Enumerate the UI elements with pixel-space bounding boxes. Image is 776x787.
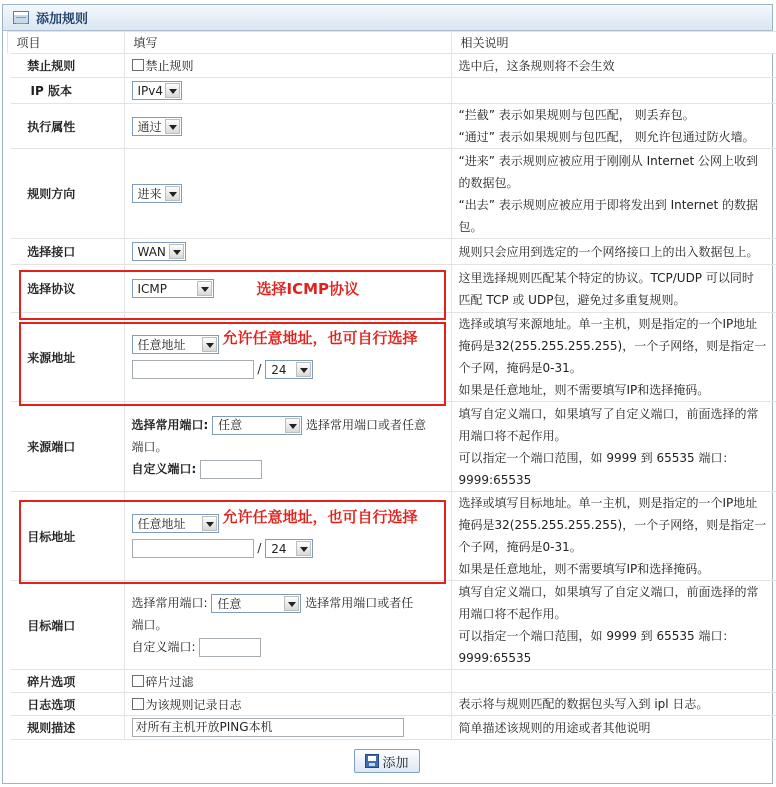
frag-checkbox[interactable] (132, 675, 144, 687)
chevron-down-icon (296, 541, 311, 556)
label-proto: 选择协议 (7, 265, 124, 313)
dstport-custom-label: 自定义端口: (131, 640, 196, 654)
dstport-hint-1: 选择常用端口或者任 (305, 596, 414, 610)
src-slash: / (257, 362, 262, 376)
chevron-down-icon (284, 596, 299, 611)
dst-mask-select[interactable] (265, 539, 313, 558)
desc-disable: 选中后，这条规则将不会生效 (451, 54, 776, 78)
label-srcport: 来源端口 (7, 402, 124, 492)
ipver-value: IPv4 (137, 83, 164, 98)
action-select[interactable] (132, 117, 182, 136)
desc-src-3: 个子网，掩码是0-31。 (458, 361, 582, 375)
desc-proto-2: 匹配 TCP 或 UDP包，避免过多重复规则。 (458, 292, 686, 307)
dst-slash: / (257, 541, 262, 555)
desc-descr: 简单描述该规则的用途或者其他说明 (451, 716, 776, 740)
direction-select[interactable] (132, 184, 182, 203)
add-button[interactable] (354, 749, 420, 773)
dst-address-select[interactable] (132, 514, 219, 533)
desc-dstport-4: 9999:65535 (458, 651, 532, 665)
proto-value: ICMP (137, 281, 168, 296)
desc-dst-2: 掩码是32(255.255.255.255)，一个子网络，则是指定一 (458, 518, 767, 532)
desc-srcport-2: 用端口将不起作用。 (458, 428, 567, 443)
label-direction: 规则方向 (7, 149, 124, 239)
disable-checkbox-label: 禁止规则 (145, 59, 194, 73)
srcport-value: 任意 (218, 418, 243, 432)
srcport-custom-label: 自定义端口: (131, 461, 197, 476)
desc-dstport-3: 可以指定一个端口范围，如 9999 到 65535 端口： (458, 629, 735, 643)
window-title: 添加规则 (36, 12, 89, 27)
dst-ip-input[interactable] (132, 539, 254, 558)
add-button-label: 添加 (382, 755, 409, 771)
dstport-common-label: 选择常用端口: (131, 596, 208, 610)
desc-direction-4: 包。 (458, 219, 483, 234)
log-checkbox-label: 为该规则记录日志 (145, 697, 242, 712)
desc-srcport-1: 填写自定义端口，如果填写了自定义端口，前面选择的常 (458, 406, 759, 421)
chevron-down-icon (165, 119, 180, 134)
desc-direction-3: “出去” 表示规则应被应用于即将发出到 Internet 的数据 (458, 197, 759, 212)
srcport-custom-input[interactable] (200, 460, 262, 479)
desc-dstport-1: 填写自定义端口，如果填写了自定义端口，前面选择的常 (458, 585, 759, 599)
desc-proto-1: 这里选择规则匹配某个特定的协议。TCP/UDP 可以同时 (458, 270, 754, 285)
chevron-down-icon (197, 281, 212, 296)
col-header-fill: 填写 (124, 32, 451, 54)
label-disable: 禁止规则 (7, 54, 124, 78)
desc-srcport-4: 9999:65535 (458, 472, 532, 487)
desc-log: 表示将与规则匹配的数据包头写入到 ipl 日志。 (451, 693, 776, 716)
desc-action-2: “通过” 表示如果规则与包匹配， 则允许包通过防火墙。 (458, 130, 755, 144)
chevron-down-icon (202, 337, 217, 352)
desc-direction-1: “进来” 表示规则应被应用于刚刚从 Internet 公网上收到 (458, 153, 759, 168)
iface-value: WAN (137, 244, 166, 259)
desc-src-4: 如果是任意地址，则不需要填写IP和选择掩码。 (458, 383, 710, 397)
desc-dstport-2: 用端口将不起作用。 (458, 607, 567, 621)
col-header-item: 项目 (7, 32, 124, 54)
col-header-desc: 相关说明 (451, 32, 776, 54)
srcport-hint-2: 端口。 (131, 439, 168, 454)
dstport-custom-input[interactable] (199, 638, 261, 657)
rule-form-window (2, 4, 773, 784)
desc-src-1: 选择或填写来源地址。单一主机，则是指定的一个IP地址 (458, 317, 758, 331)
src-address-value: 任意地址 (137, 338, 186, 352)
srcport-common-label: 选择常用端口: (131, 417, 209, 432)
chevron-down-icon (169, 244, 184, 259)
label-log: 日志选项 (7, 693, 124, 716)
label-dstport: 目标端口 (7, 581, 124, 670)
dstport-select[interactable] (211, 594, 301, 613)
rule-description-input[interactable]: 对所有主机开放PING本机 (132, 718, 404, 737)
desc-dst-1: 选择或填写目标地址。单一主机，则是指定的一个IP地址 (458, 496, 758, 510)
rule-table (3, 31, 776, 740)
srcport-hint-1: 选择常用端口或者任意 (305, 417, 426, 432)
desc-dst-3: 个子网，掩码是0-31。 (458, 540, 582, 554)
chevron-down-icon (165, 186, 180, 201)
label-frag: 碎片选项 (7, 670, 124, 693)
desc-action-1: “拦截” 表示如果规则与包匹配， 则丢弃包。 (458, 108, 695, 122)
src-ip-input[interactable] (132, 360, 254, 379)
label-dst: 目标地址 (7, 492, 124, 581)
dst-mask-value: 24 (271, 541, 287, 556)
chevron-down-icon (285, 418, 300, 433)
proto-annotation: 选择ICMP协议 (256, 280, 360, 298)
direction-value: 进来 (137, 187, 162, 201)
save-disk-icon (365, 754, 379, 768)
frag-checkbox-label: 碎片过滤 (145, 674, 194, 689)
action-value: 通过 (137, 119, 162, 134)
label-src: 来源地址 (7, 313, 124, 402)
dstport-hint-2: 端口。 (131, 618, 168, 632)
src-mask-value: 24 (271, 362, 287, 377)
label-descr: 规则描述 (7, 716, 124, 740)
desc-direction-2: 的数据包。 (458, 175, 519, 190)
label-ipver: IP 版本 (7, 78, 124, 104)
proto-select[interactable] (132, 279, 214, 298)
log-checkbox[interactable] (132, 698, 144, 710)
desc-iface: 规则只会应用到选定的一个网络接口上的出入数据包上。 (451, 239, 776, 265)
disable-checkbox[interactable] (132, 59, 144, 71)
dstport-value: 任意 (217, 596, 242, 611)
src-address-select[interactable] (132, 335, 219, 354)
chevron-down-icon (165, 83, 180, 98)
chevron-down-icon (202, 516, 217, 531)
chevron-down-icon (296, 362, 311, 377)
label-action: 执行属性 (7, 104, 124, 149)
iface-select[interactable] (132, 242, 186, 261)
dst-address-value: 任意地址 (137, 517, 186, 531)
label-iface: 选择接口 (7, 239, 124, 265)
desc-src-2: 掩码是32(255.255.255.255)，一个子网络，则是指定一 (458, 339, 767, 353)
src-annotation: 允许任意地址，也可自行选择 (222, 329, 418, 347)
ipver-select[interactable] (132, 81, 182, 100)
window-titlebar (3, 5, 772, 31)
srcport-select[interactable] (212, 416, 302, 435)
desc-dst-4: 如果是任意地址，则不需要填写IP和选择掩码。 (458, 562, 710, 576)
desc-srcport-3: 可以指定一个端口范围，如 9999 到 65535 端口： (458, 450, 735, 465)
src-mask-select[interactable] (265, 360, 313, 379)
table-icon (13, 11, 29, 24)
dst-annotation: 允许任意地址，也可自行选择 (222, 508, 418, 526)
